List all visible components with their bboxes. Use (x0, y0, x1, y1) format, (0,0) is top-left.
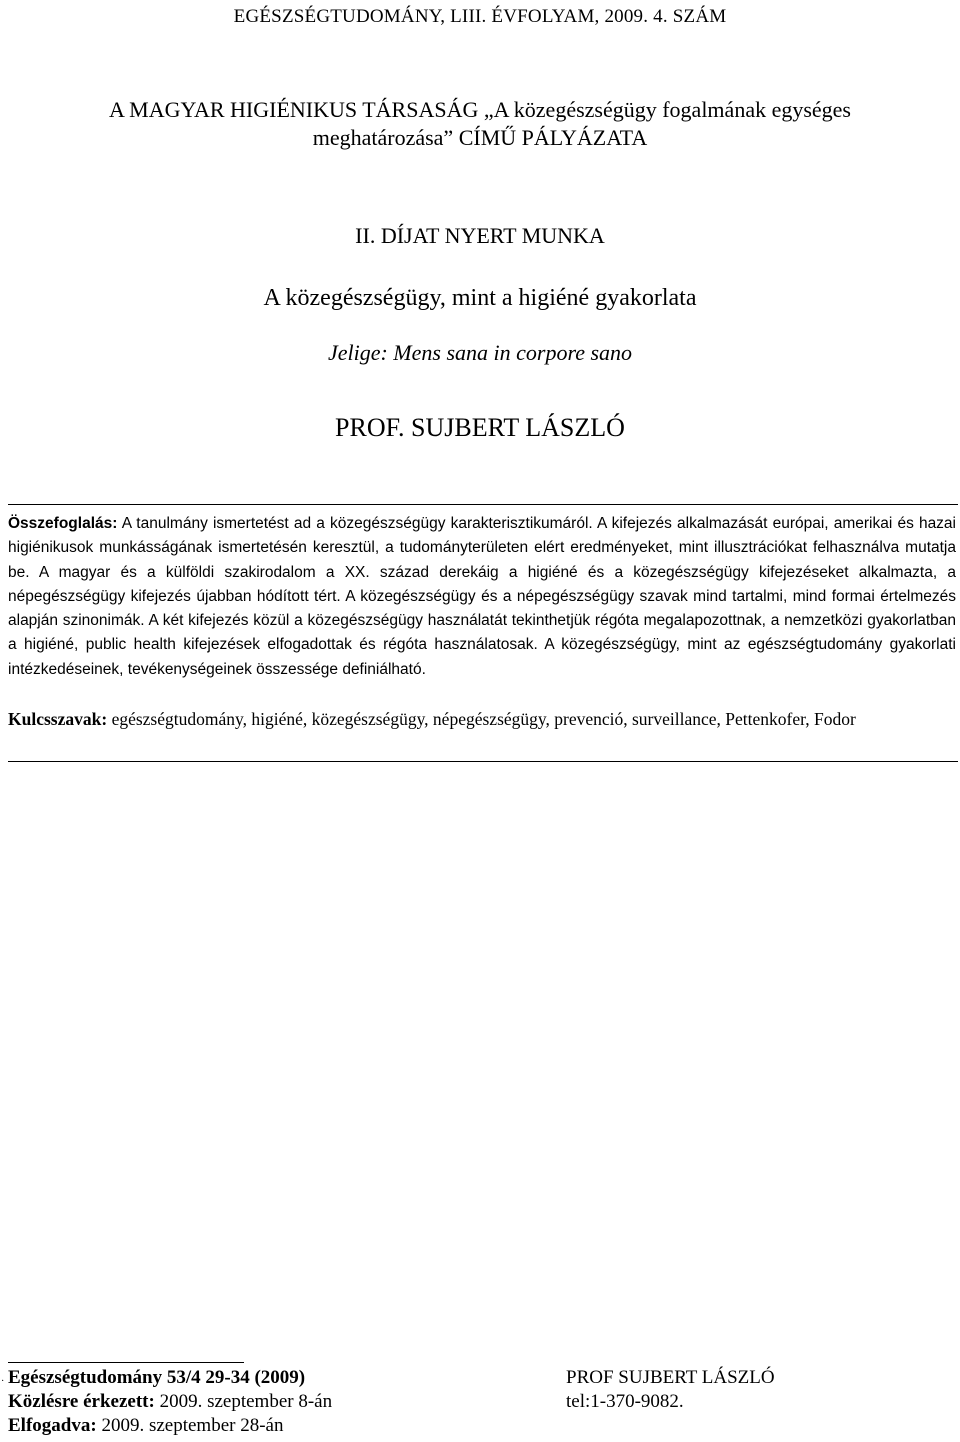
received-date: 2009. szeptember 8-án (159, 1391, 333, 1412)
received-label: Közlésre érkezett: (8, 1391, 155, 1412)
running-header: EGÉSZSÉGTUDOMÁNY, LIII. ÉVFOLYAM, 2009. 4. SZÁM (233, 6, 727, 27)
author-name: PROF. SUJBERT LÁSZLÓ (335, 413, 625, 442)
journal-citation: Egészségtudomány 53/4 29-34 (2009) (8, 1367, 306, 1388)
competition-title (0, 96, 960, 152)
keywords-label: Kulcsszavak: (8, 709, 108, 729)
accepted-date: 2009. szeptember 28-án (101, 1415, 284, 1436)
motto: Jelige: Mens sana in corpore sano (327, 340, 633, 365)
bottom-divider (8, 761, 958, 762)
publication-info (8, 1366, 332, 1438)
paper-title: A közegészségügy, mint a higiéné gyakorlata (263, 285, 697, 311)
contact-phone: tel:1-370-9082. (566, 1391, 684, 1412)
contact-name: PROF SUJBERT LÁSZLÓ (566, 1367, 775, 1388)
abstract-label: Összefoglalás: (8, 515, 118, 532)
prize-heading: II. DÍJAT NYERT MUNKA (355, 223, 605, 248)
competition-title-line-2: meghatározása” CÍMŰ PÁLYÁZATA (312, 125, 648, 150)
footnote-marker: · (1, 1376, 5, 1387)
abstract (8, 512, 956, 682)
competition-title-line-1: A MAGYAR HIGIÉNIKUS TÁRSASÁG „A közegészségügy fogalmának egységes (109, 97, 851, 122)
keywords-text: egészségtudomány, higiéné, közegészségügy, népegészségügy, prevenció, surveillance, Pettenkofer, Fodor (111, 709, 856, 729)
abstract-text: A tanulmány ismertetést ad a közegészségügy karakterisztikumáról. A kifejezés alkalmazását európai, amerikai és hazai higiénikusok munkásságának ismertetésén keresztül, a tudományterületen elért eredményeket, mint illusztrációkat felhasználva mutatja be. A magyar és a külföldi szakirodalom a XX. század derekáig a higiéné és a közegészségügy kifejezéseket alkalmazta, a népegészségügy kifejezés újabban hódított tért. A közegészségügy és a népegészségügy szavak mind tartalmi, mind formai értelmezés alapján szinonimák. A két kifejezés közül a közegészségügy használatát tekinthetjük régóta megalapozottnak, a nemzetközi gyakorlatban a higiéné, public health kifejezések elfogadottak és régóta használatosak. A közegészségügy, mint az egészségtudomány gyakorlati intézkedéseinek, tevékenységeinek összessége definiálható. (8, 515, 956, 678)
accepted-label: Elfogadva: (8, 1415, 97, 1436)
contact-info (566, 1366, 775, 1414)
top-divider (8, 504, 958, 505)
keywords (8, 707, 956, 732)
footnote-rule (8, 1362, 244, 1363)
